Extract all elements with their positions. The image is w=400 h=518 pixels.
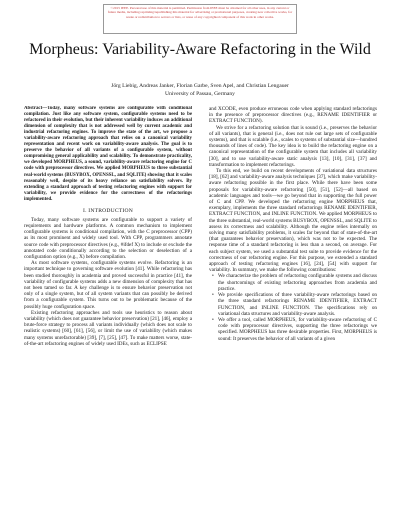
contribution-list [209,273,377,341]
contribution-item: • We provide specifications of three variability-aware refactorings based on the three standard refactorings RENAME IDENTIFIER, EXTRACT FUNCTION, and INLINE FUNCTION. The specifications rely on variational data structures and variability-aware analysis. [218,292,377,317]
left-column [24,106,192,511]
contribution-item: • We characterize the problem of refactoring configurable systems and discuss the shortcomings of existing refactoring approaches from academia and practice. [218,273,377,292]
intro-paragraph-2: As most software systems, configurable systems evolve. Refactoring is an important technique to governing software evolution [41]. While refactoring has been studied thoroughly in academia and proved successful in practice [41], the variability of configurable systems adds a new dimension of complexity that has not been tamed so far. A key challenge is to ensure behavior preservation not only of a single system, but of all system variants that can possibly be derived from a configurable system. This turns out to be problematic because of the possibly huge configuration space. [24,260,192,310]
section-heading-introduction: I. INTRODUCTION [83,207,133,214]
affiliation: University of Passau, Germany [165,91,235,97]
intro-paragraph-3: Existing refactoring approaches and tools use heuristics to reason about variability (which does not guarantee behavior preservation) [21], [46], employ a brute-force strategy to process all variants individually (which does not scale to realistic systems) [60], [61], [56], or limit the use of variability (which makes many systems unrefactorable) [39], [7], [25], [47]. To make matters worse, state-of-the-art refactoring engines of widely used IDEs, such as ECLIPSE [24,309,192,347]
intro-paragraph-5: We strive for a refactoring solution that is sound (i.e., preserves the behavior of all variants), that is general (i.e., does not rule out large sets of configurable systems), and that is scalable (i.e., scales to systems of substantial size—hundred thousands of lines of code). The key idea is to build the refactoring engine on a canonical representation of the configurable system that includes all variability [30], and to use variability-aware static analysis [13], [10], [31], [37] and transformation to implement refactorings. [209,124,377,168]
copyright-notice: ©2015 IEEE. Personal use of this material is permitted. Permission from IEEE must be obtained for all other uses, in any current or future media, including reprinting/republishing this material for advertising or promotional purposes, creating new collective works, for resale or redistribution to servers or lists, or reuse of any copyrighted component of this work in other works. [103,4,297,34]
right-column [209,106,377,511]
paper-title: Morpheus: Variability-Aware Refactoring in the Wild [29,41,371,58]
intro-paragraph-4: and XCODE, even produce erroneous code when applying standard refactorings in the presence of preprocessor directives (e.g., RENAME IDENTIFIER or EXTRACT FUNCTION). [209,106,377,125]
contribution-item: • We offer a tool, called MORPHEUS, for variability-aware refactoring of C code with preprocessor directives, supporting the three refactorings we specified. MORPHEUS has three desirable properties. First, MORPHEUS is sound: It preserves the behavior of all variants of a given [218,317,377,342]
abstract: Abstract—Today, many software systems are configurable with conditional compilation. Just like any software system, configurable systems need to be refactored in their evolution, but their inherent variability induces an additional dimension of complexity that is not addressed well by current academic and industrial refactoring engines. To improve the state of the art, we propose a variability-aware refactoring approach that relies on a canonical variability representation and recent work on variability-aware analysis. The goal is to preserve the behavior of all variants of a configurable system, without compromising general applicability and scalability. To demonstrate practicality, we developed MORPHEUS, a sound, variability-aware refactoring engine for C code with preprocessor directives. We applied MORPHEUS to three substantial real-world systems (BUSYBOX, OPENSSL, and SQLITE) showing that it scales reasonably well, despite of its heavy reliance on satisfiability solvers. By extending a standard approach of testing refactoring engines with support for variability, we provide evidence for the correctness of the refactorings implemented. [24,106,192,202]
intro-paragraph-1: Today, many software systems are configurable to support a variety of requirements and hardware platforms. A common mechanism to implement configurable systems is conditional compilation, with the C preprocessor (CPP) as its most prominent and widely used tool. With CPP, programmers annotate source code with preprocessor directives (e.g., #ifdef X) to include or exclude the annotated code conditionally according to the selection or deselection of a configuration option (e.g., X) before compilation. [24,216,192,260]
author-list: Jörg Liebig, Andreas Janker, Florian Garbe, Sven Apel, and Christian Lengauer [111,83,289,89]
intro-paragraph-6: To this end, we build on recent developments of variational data structures [18], [62] and variability-aware analysis techniques [37], which make variability-aware refactoring possible in the first place. While there have been some proposals for variability-aware refactoring [50], [51], [52]—all based on academic languages and tools—we go beyond that in supporting the full power of C and CPP. We developed the refactoring engine MORPHEUS that, exemplary, implements the three standard refactorings RENAME IDENTIFIER, EXTRACT FUNCTION, and INLINE FUNCTION. We applied MORPHEUS to the three substantial, real-world systems BUSYBOX, OPENSSL, and SQLITE to assess its correctness and scalability. Although the engine relies internally on solving many satisfiability problems, it scales far beyond that of state-of-the-art (that guarantees behavior preservation), which was not to be expected. The response time of a standard refactoring is less than a second, on average. For each subject system, we used a substantial test suite to provide evidence for the correctness of our refactoring engine. For this purpose, we extended a standard approach of testing refactoring engines [16], [24], [54] with support for variability. In summary, we make the following contributions: [209,168,377,274]
